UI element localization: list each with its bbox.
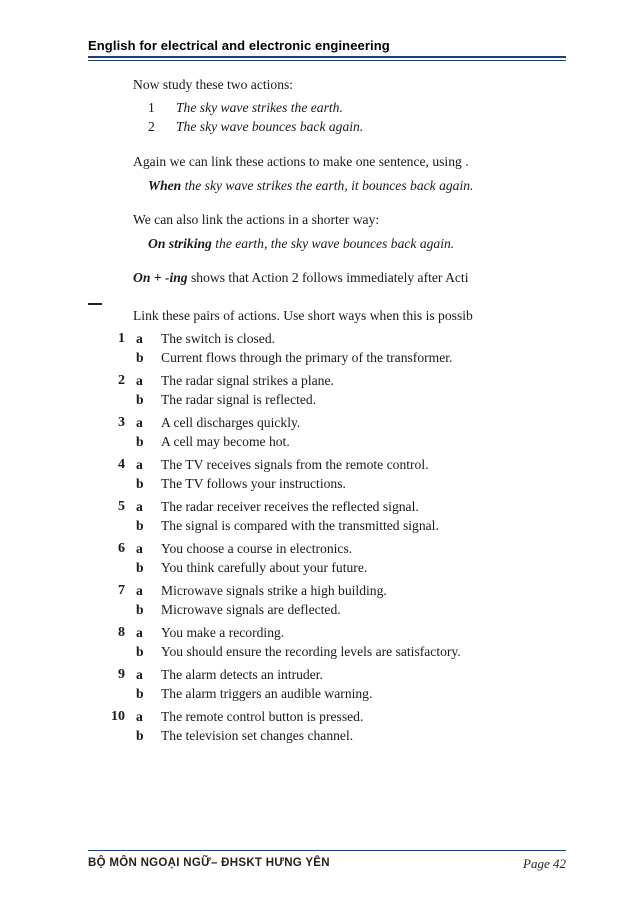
item-letter-a: a <box>136 499 143 514</box>
item-number: 6 <box>118 541 125 556</box>
shorter-line: We can also link the actions in a shorter way: <box>133 212 380 227</box>
item-action-a: Microwave signals strike a high building. <box>161 583 387 598</box>
footer-department: BỘ MÔN NGOẠI NGỮ– ĐHSKT HƯNG YÊN <box>88 857 330 869</box>
item-number: 1 <box>118 331 125 346</box>
item-letter-b: b <box>136 434 144 449</box>
action-number: 2 <box>148 119 155 134</box>
item-letter-b: b <box>136 644 144 659</box>
item-number: 7 <box>118 583 125 598</box>
item-letter-a: a <box>136 583 143 598</box>
item-action-b: You should ensure the recording levels are satisfactory. <box>161 644 461 659</box>
item-action-b: Current flows through the primary of the transformer. <box>161 350 453 365</box>
item-letter-b: b <box>136 602 144 617</box>
item-action-b: The alarm triggers an audible warning. <box>161 686 373 701</box>
item-number: 4 <box>118 457 125 472</box>
when-example <box>148 177 473 195</box>
item-letter-a: a <box>136 331 143 346</box>
item-action-a: The radar receiver receives the reflected signal. <box>161 499 419 514</box>
when-keyword: When <box>148 178 182 193</box>
item-action-b: The television set changes channel. <box>161 728 354 743</box>
item-action-b: You think carefully about your future. <box>161 560 368 575</box>
link-line: Again we can link these actions to make one sentence, using . <box>133 154 469 169</box>
item-letter-b: b <box>136 518 144 533</box>
item-action-a: The TV receives signals from the remote control. <box>161 457 429 472</box>
oning-keyword: On + -ing <box>133 270 188 285</box>
on-rest: the earth, the sky wave bounces back again. <box>215 236 455 251</box>
action-number: 1 <box>148 100 155 115</box>
item-action-a: You make a recording. <box>161 625 285 640</box>
item-action-a: The remote control button is pressed. <box>161 709 364 724</box>
item-number: 9 <box>118 667 125 682</box>
oning-line <box>133 269 469 287</box>
item-number: 5 <box>118 499 125 514</box>
item-number: 2 <box>118 373 125 388</box>
study-line: Now study these two actions: <box>133 77 294 92</box>
header-title: English for electrical and electronic engineering <box>88 38 390 53</box>
item-action-a: The radar signal strikes a plane. <box>161 373 334 388</box>
item-letter-a: a <box>136 457 143 472</box>
item-number: 10 <box>111 709 125 724</box>
item-letter-b: b <box>136 686 144 701</box>
item-letter-b: b <box>136 392 144 407</box>
footer-rule <box>88 850 566 851</box>
item-letter-b: b <box>136 350 144 365</box>
item-number: 3 <box>118 415 125 430</box>
item-letter-a: a <box>136 373 143 388</box>
item-action-b: The radar signal is reflected. <box>161 392 317 407</box>
on-keyword: On striking <box>148 236 212 251</box>
item-action-a: The alarm detects an intruder. <box>161 667 323 682</box>
item-letter-b: b <box>136 476 144 491</box>
item-letter-b: b <box>136 728 144 743</box>
item-action-b: A cell may become hot. <box>161 434 290 449</box>
item-action-b: Microwave signals are deflected. <box>161 602 341 617</box>
item-letter-a: a <box>136 709 143 724</box>
item-action-b: The TV follows your instructions. <box>161 476 346 491</box>
section-dash <box>88 303 102 305</box>
page-number: Page 42 <box>523 856 566 871</box>
item-action-a: The switch is closed. <box>161 331 276 346</box>
action-text: The sky wave strikes the earth. <box>176 100 343 115</box>
item-letter-a: a <box>136 415 143 430</box>
item-letter-a: a <box>136 667 143 682</box>
oning-rest: shows that Action 2 follows immediately after Acti <box>191 270 469 285</box>
item-letter-a: a <box>136 625 143 640</box>
item-action-a: You choose a course in electronics. <box>161 541 353 556</box>
when-rest: the sky wave strikes the earth, it bounces back again. <box>184 178 474 193</box>
item-letter-b: b <box>136 560 144 575</box>
on-example <box>148 235 454 253</box>
item-number: 8 <box>118 625 125 640</box>
item-action-b: The signal is compared with the transmitted signal. <box>161 518 439 533</box>
item-action-a: A cell discharges quickly. <box>161 415 301 430</box>
action-text: The sky wave bounces back again. <box>176 119 364 134</box>
task-instruction: Link these pairs of actions. Use short ways when this is possib <box>133 308 473 323</box>
item-letter-a: a <box>136 541 143 556</box>
